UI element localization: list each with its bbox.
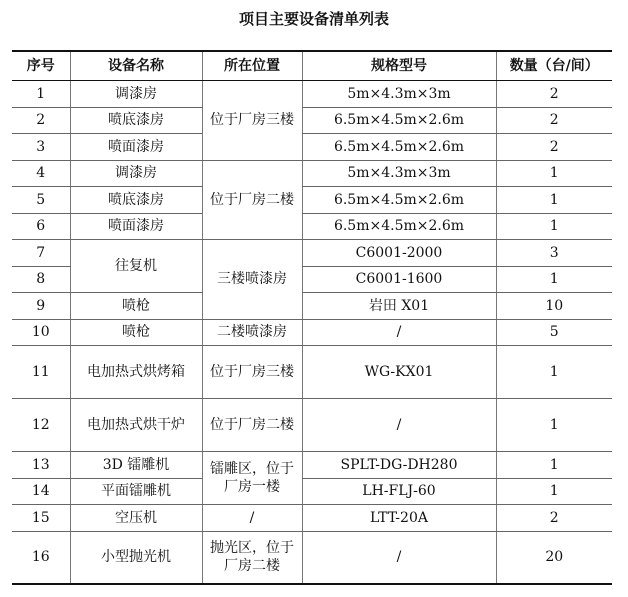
table-row <box>12 505 612 532</box>
cell-qty: 1 <box>496 266 612 293</box>
cell-no: 12 <box>12 399 70 452</box>
cell-qty: 1 <box>496 478 612 505</box>
table-row <box>12 160 612 187</box>
table-row <box>12 478 612 505</box>
cell-spec: LH-FLJ-60 <box>302 478 496 505</box>
header-row <box>12 51 612 81</box>
table-row <box>12 319 612 346</box>
cell-qty: 2 <box>496 107 612 134</box>
cell-location: 镭雕区，位于厂房一楼 <box>202 452 302 505</box>
cell-name: 空压机 <box>70 505 202 532</box>
cell-name: 3D 镭雕机 <box>70 452 202 479</box>
cell-no: 14 <box>12 478 70 505</box>
cell-location: 抛光区，位于厂房二楼 <box>202 531 302 584</box>
cell-no: 10 <box>12 319 70 346</box>
cell-location: 二楼喷漆房 <box>202 319 302 346</box>
cell-no: 16 <box>12 531 70 584</box>
cell-spec: C6001-2000 <box>302 240 496 267</box>
cell-qty: 1 <box>496 346 612 399</box>
cell-name: 小型抛光机 <box>70 531 202 584</box>
cell-name: 电加热式烘干炉 <box>70 399 202 452</box>
cell-spec: SPLT-DG-DH280 <box>302 452 496 479</box>
cell-spec: C6001-1600 <box>302 266 496 293</box>
cell-name: 平面镭雕机 <box>70 478 202 505</box>
cell-no: 7 <box>12 240 70 267</box>
cell-qty: 1 <box>496 187 612 214</box>
table-title: 项目主要设备清单列表 <box>238 10 389 28</box>
header-no: 序号 <box>12 51 70 81</box>
cell-spec: 6.5m×4.5m×2.6m <box>302 107 496 134</box>
cell-qty: 5 <box>496 319 612 346</box>
cell-spec: 岩田 X01 <box>302 293 496 320</box>
cell-no: 1 <box>12 81 70 108</box>
cell-spec: / <box>302 399 496 452</box>
table-row <box>12 531 612 584</box>
cell-spec: 6.5m×4.5m×2.6m <box>302 187 496 214</box>
cell-location: / <box>202 505 302 532</box>
table-row <box>12 187 612 214</box>
table-row <box>12 107 612 134</box>
cell-name: 喷底漆房 <box>70 107 202 134</box>
cell-no: 13 <box>12 452 70 479</box>
cell-qty: 1 <box>496 213 612 240</box>
cell-qty: 20 <box>496 531 612 584</box>
cell-name: 喷底漆房 <box>70 187 202 214</box>
cell-name: 喷枪 <box>70 319 202 346</box>
cell-spec: 6.5m×4.5m×2.6m <box>302 134 496 161</box>
cell-name: 喷面漆房 <box>70 213 202 240</box>
cell-location: 位于厂房三楼 <box>202 81 302 161</box>
header-name: 设备名称 <box>70 51 202 81</box>
cell-qty: 1 <box>496 160 612 187</box>
cell-no: 5 <box>12 187 70 214</box>
cell-name: 调漆房 <box>70 160 202 187</box>
cell-location: 位于厂房二楼 <box>202 399 302 452</box>
table-row <box>12 293 612 320</box>
cell-spec: WG-KX01 <box>302 346 496 399</box>
cell-name: 往复机 <box>70 240 202 293</box>
table-row <box>12 346 612 399</box>
cell-qty: 1 <box>496 452 612 479</box>
cell-no: 2 <box>12 107 70 134</box>
cell-spec: / <box>302 531 496 584</box>
table-row <box>12 452 612 479</box>
cell-no: 9 <box>12 293 70 320</box>
header-qty: 数量（台/间） <box>496 51 612 81</box>
cell-no: 3 <box>12 134 70 161</box>
cell-spec: LTT-20A <box>302 505 496 532</box>
cell-no: 6 <box>12 213 70 240</box>
cell-name: 电加热式烘烤箱 <box>70 346 202 399</box>
table-row <box>12 399 612 452</box>
cell-name: 喷枪 <box>70 293 202 320</box>
cell-name: 喷面漆房 <box>70 134 202 161</box>
cell-spec: / <box>302 319 496 346</box>
cell-qty: 2 <box>496 134 612 161</box>
equipment-table <box>12 50 612 585</box>
cell-qty: 3 <box>496 240 612 267</box>
table-row <box>12 240 612 267</box>
cell-location: 三楼喷漆房 <box>202 240 302 320</box>
cell-location: 位于厂房三楼 <box>202 346 302 399</box>
cell-no: 4 <box>12 160 70 187</box>
header-location: 所在位置 <box>202 51 302 81</box>
table-row <box>12 134 612 161</box>
cell-qty: 2 <box>496 81 612 108</box>
cell-spec: 5m×4.3m×3m <box>302 81 496 108</box>
cell-qty: 1 <box>496 399 612 452</box>
cell-qty: 10 <box>496 293 612 320</box>
table-row <box>12 213 612 240</box>
cell-spec: 5m×4.3m×3m <box>302 160 496 187</box>
cell-location: 位于厂房二楼 <box>202 160 302 240</box>
cell-no: 15 <box>12 505 70 532</box>
table-row <box>12 81 612 108</box>
cell-spec: 6.5m×4.5m×2.6m <box>302 213 496 240</box>
cell-no: 8 <box>12 266 70 293</box>
header-spec: 规格型号 <box>302 51 496 81</box>
cell-no: 11 <box>12 346 70 399</box>
cell-qty: 2 <box>496 505 612 532</box>
cell-name: 调漆房 <box>70 81 202 108</box>
